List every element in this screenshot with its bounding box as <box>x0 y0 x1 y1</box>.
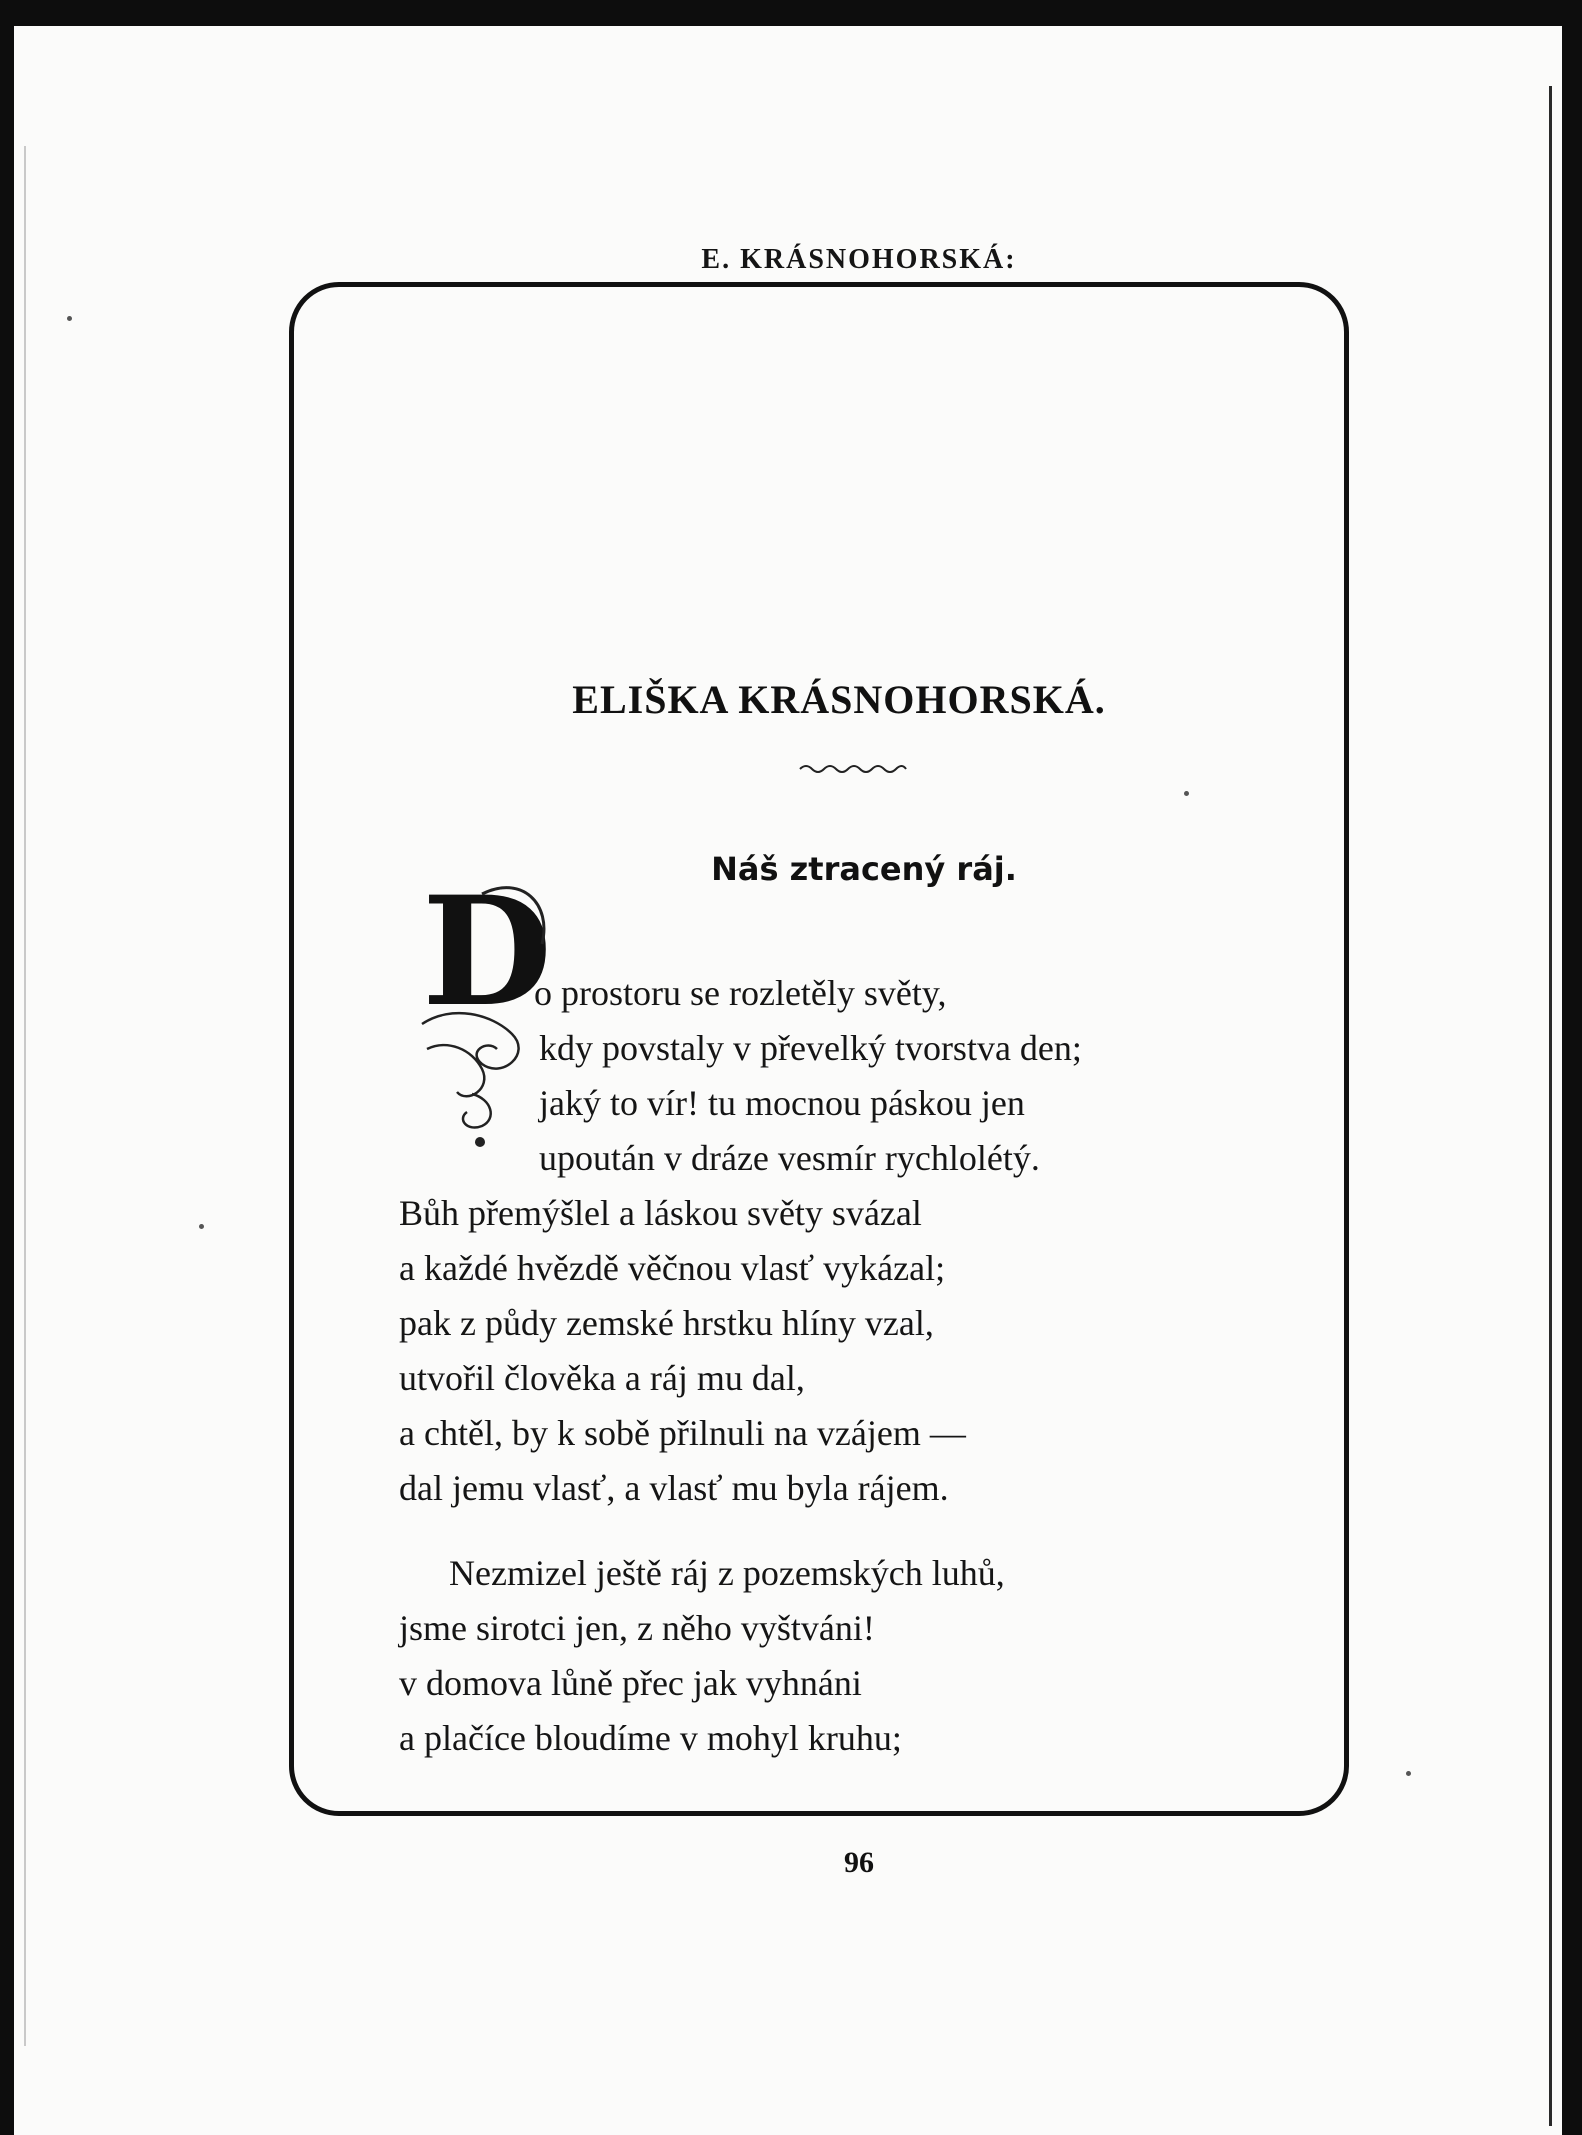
poem-line: a plačíce bloudíme v mohyl kruhu; <box>399 1718 902 1758</box>
poem-line: o prostoru se rozletěly světy, <box>534 973 947 1013</box>
paper-speck <box>1406 1771 1411 1776</box>
poem-line: Bůh přemýšlel a láskou světy svázal <box>399 1193 922 1233</box>
poem-line: dal jemu vlasť, a vlasť mu byla rájem. <box>399 1468 949 1508</box>
page-edge <box>1549 86 1552 2126</box>
poem-line: a každé hvězdě věčnou vlasť vykázal; <box>399 1248 946 1288</box>
poem-line: upoután v dráze vesmír rychlolétý. <box>539 1138 1040 1178</box>
paper-speck <box>199 1224 204 1229</box>
poem-line: utvořil člověka a ráj mu dal, <box>399 1358 805 1398</box>
author-title: ELIŠKA KRÁSNOHORSKÁ. <box>572 677 1106 722</box>
poem-line: v domova lůně přec jak vyhnáni <box>399 1663 862 1703</box>
wavy-rule-ornament <box>798 762 908 776</box>
poem-line: Nezmizel ještě ráj z pozemských luhů, <box>449 1553 1005 1593</box>
poem-line: jaký to vír! tu mocnou páskou jen <box>539 1083 1025 1123</box>
running-head: E. KRÁSNOHORSKÁ: <box>701 244 1017 275</box>
poem-line: pak z půdy zemské hrstku hlíny vzal, <box>399 1303 934 1343</box>
stanza-break <box>399 1516 1259 1546</box>
page-number: 96 <box>844 1846 874 1879</box>
book-page <box>14 26 1562 2135</box>
poem-line: kdy povstaly v převelký tvorstva den; <box>539 1028 1082 1068</box>
paper-speck <box>67 316 72 321</box>
poem-line: jsme sirotci jen, z něho vyštváni! <box>399 1608 875 1648</box>
poem-body <box>399 966 1259 1766</box>
poem-line: a chtěl, by k sobě přilnuli na vzájem — <box>399 1413 966 1453</box>
poem-title: Náš ztracený ráj. <box>711 850 1017 888</box>
paper-speck <box>1184 791 1189 796</box>
svg-text:D: D <box>422 864 553 1040</box>
gutter-shadow <box>24 146 26 2046</box>
